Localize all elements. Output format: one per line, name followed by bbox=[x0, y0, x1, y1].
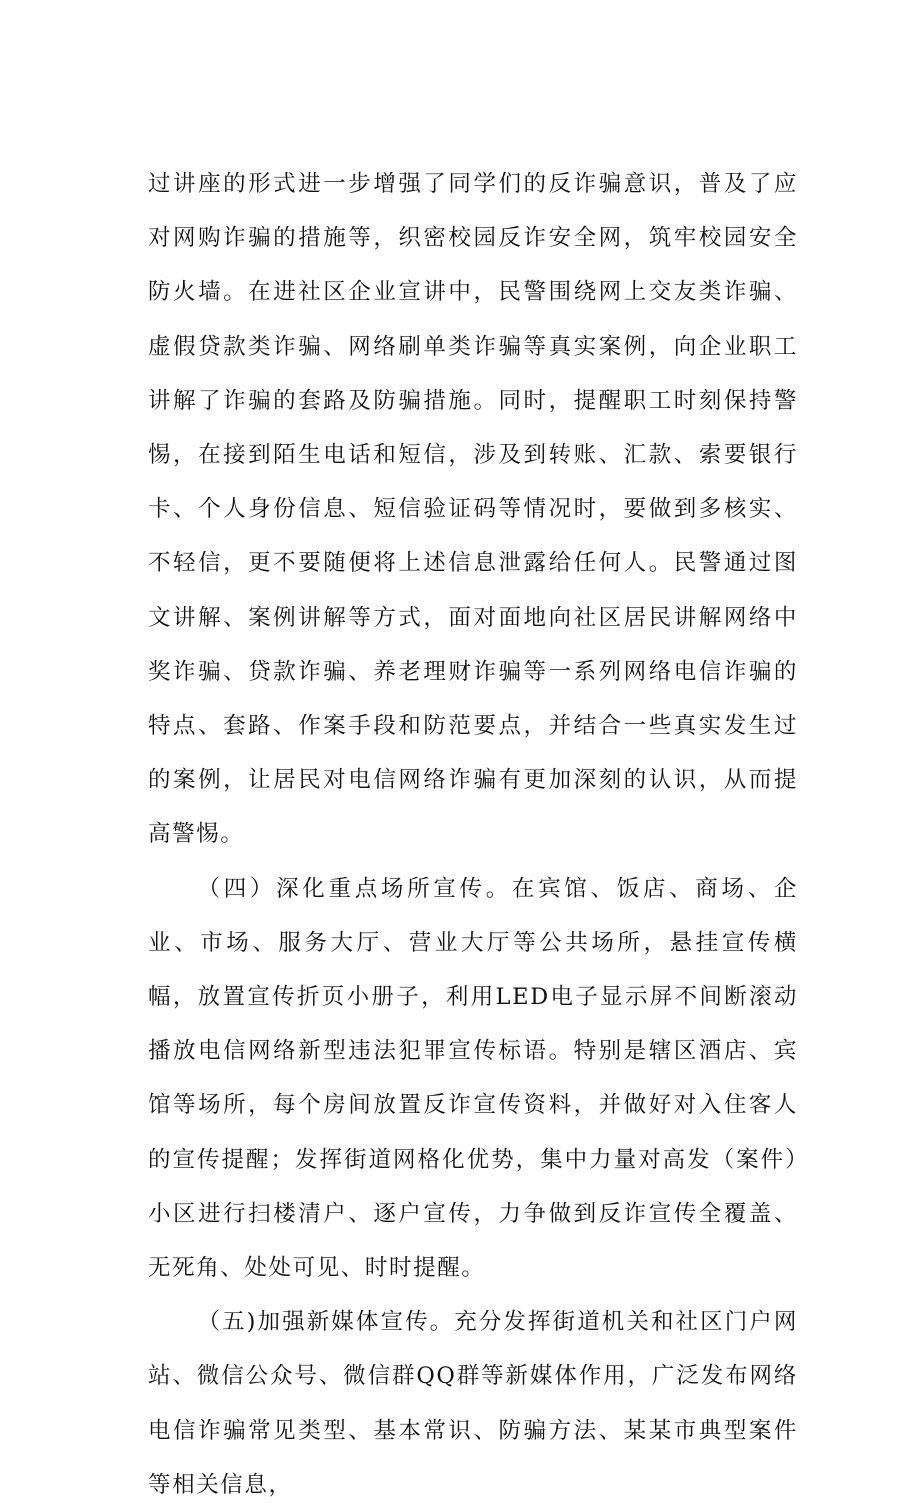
paragraph-section-four: （四）深化重点场所宣传。在宾馆、饭店、商场、企业、市场、服务大厅、营业大厅等公共场所，悬挂宣传横幅，放置宣传折页小册子，利用LED电子显示屏不间断滚动播放电信网络新型违法犯罪宣传标语。特别是辖区酒店、宾馆等场所，每个房间放置反诈宣传资料，并做好对入住客人的宣传提醒；发挥街道网格化优势，集中力量对高发（案件）小区进行扫楼清户、逐户宣传，力争做到反诈宣传全覆盖、无死角、处处可见、时时提醒。 bbox=[148, 875, 798, 1282]
document-body bbox=[148, 157, 798, 1512]
paragraph-continuation: 过讲座的形式进一步增强了同学们的反诈骗意识，普及了应对网购诈骗的措施等，织密校园反诈安全网，筑牢校园安全防火墙。在进社区企业宣讲中，民警围绕网上交友类诈骗、虚假贷款类诈骗、网络刷单类诈骗等真实案例，向企业职工讲解了诈骗的套路及防骗措施。同时，提醒职工时刻保持警惕，在接到陌生电话和短信，涉及到转账、汇款、索要银行卡、个人身份信息、短信验证码等情况时，要做到多核实、不轻信，更不要随便将上述信息泄露给任何人。民警通过图文讲解、案例讲解等方式，面对面地向社区居民讲解网络中奖诈骗、贷款诈骗、养老理财诈骗等一系列网络电信诈骗的特点、套路、作案手段和防范要点，并结合一些真实发生过的案例，让居民对电信网络诈骗有更加深刻的认识，从而提高警惕。 bbox=[148, 171, 798, 848]
paragraph-section-five: （五)加强新媒体宣传。充分发挥街道机关和社区门户网站、微信公众号、微信群QQ群等新媒体作用，广泛发布网络电信诈骗常见类型、基本常识、防骗方法、某某市典型案件等相关信息， bbox=[148, 1309, 798, 1498]
